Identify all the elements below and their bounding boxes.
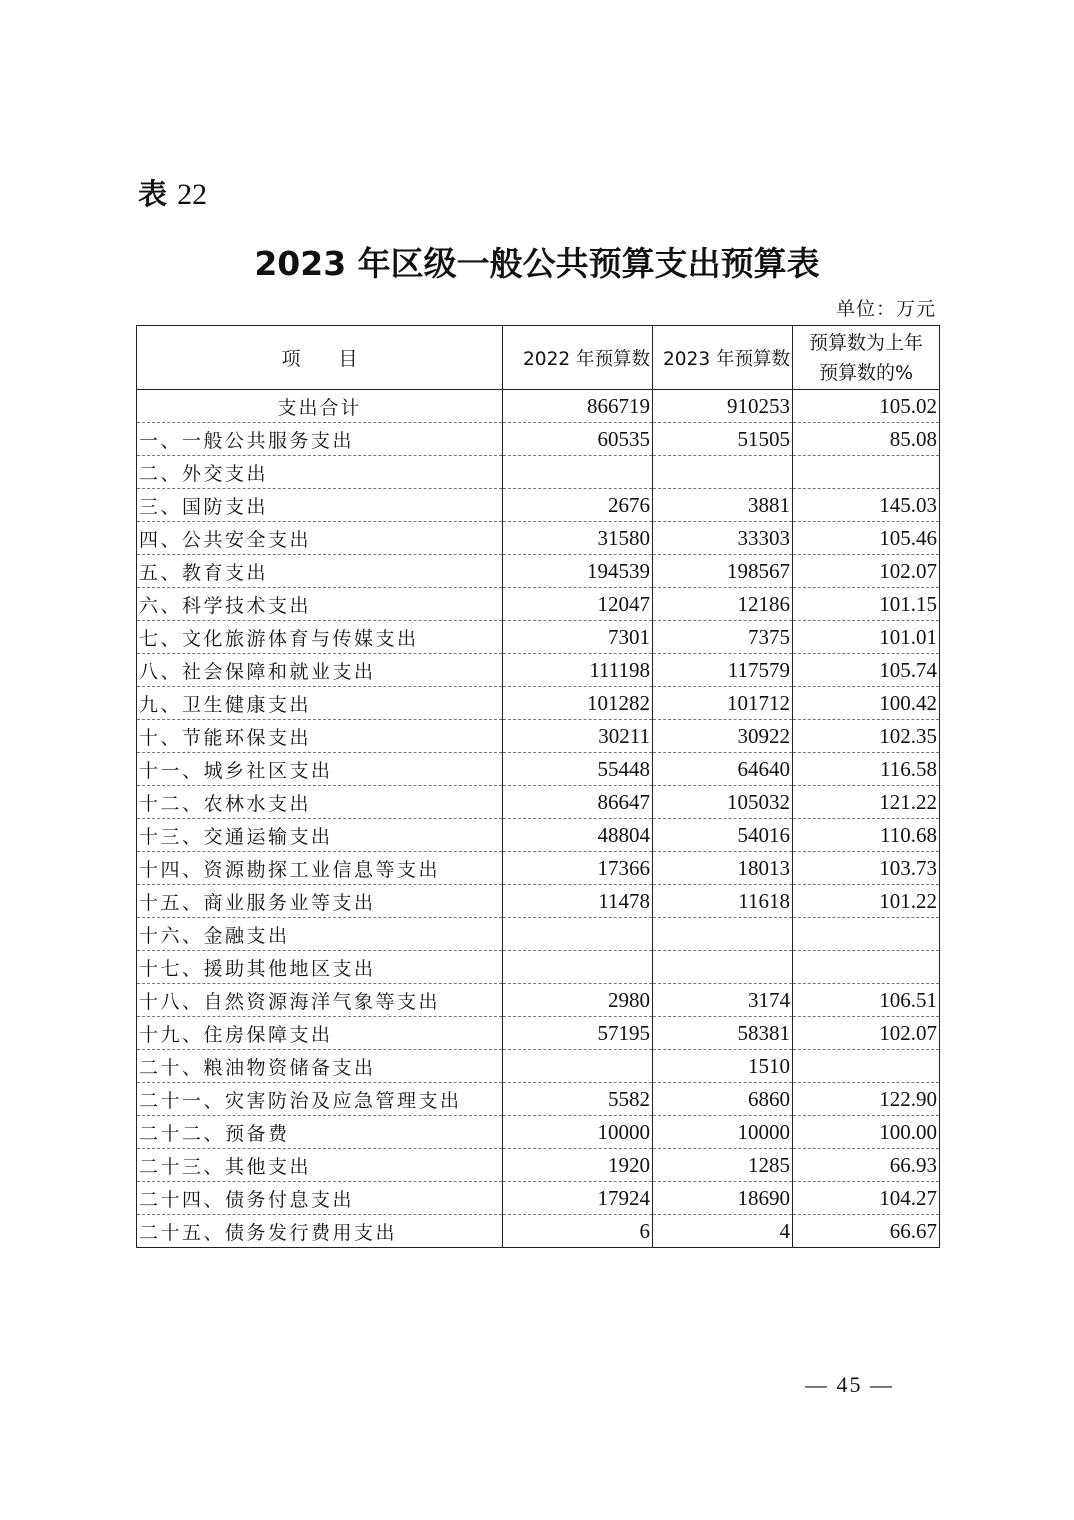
row-budget-2022 <box>503 951 653 984</box>
table-row <box>137 1149 940 1182</box>
row-budget-2022: 86647 <box>503 786 653 819</box>
row-budget-2023: 6860 <box>653 1083 793 1116</box>
row-budget-2023: 4 <box>653 1215 793 1248</box>
row-item: 十四、资源勘探工业信息等支出 <box>137 852 503 885</box>
row-percent: 105.46 <box>793 522 940 555</box>
table-label-number: 22 <box>177 178 208 211</box>
table-row <box>137 720 940 753</box>
row-budget-2023: 51505 <box>653 423 793 456</box>
table-header <box>137 326 940 390</box>
row-item: 八、社会保障和就业支出 <box>137 654 503 687</box>
table-row <box>137 885 940 918</box>
row-budget-2023: 101712 <box>653 687 793 720</box>
row-budget-2023: 10000 <box>653 1116 793 1149</box>
row-percent: 116.58 <box>793 753 940 786</box>
row-budget-2022: 1920 <box>503 1149 653 1182</box>
row-item: 二十一、灾害防治及应急管理支出 <box>137 1083 503 1116</box>
row-budget-2023: 3174 <box>653 984 793 1017</box>
row-budget-2022 <box>503 918 653 951</box>
row-item: 十五、商业服务业等支出 <box>137 885 503 918</box>
header-budget-2022: 2022 年预算数 <box>503 326 653 390</box>
row-budget-2023: 11618 <box>653 885 793 918</box>
table-label <box>138 172 207 213</box>
row-item: 支出合计 <box>137 390 503 423</box>
row-budget-2023: 30922 <box>653 720 793 753</box>
row-budget-2022: 866719 <box>503 390 653 423</box>
table-row <box>137 819 940 852</box>
row-percent: 102.07 <box>793 1017 940 1050</box>
row-budget-2023: 3881 <box>653 489 793 522</box>
row-budget-2022: 2980 <box>503 984 653 1017</box>
row-budget-2023 <box>653 951 793 984</box>
row-budget-2022: 57195 <box>503 1017 653 1050</box>
row-item: 十二、农林水支出 <box>137 786 503 819</box>
row-percent: 101.22 <box>793 885 940 918</box>
row-budget-2022: 6 <box>503 1215 653 1248</box>
row-budget-2023: 1285 <box>653 1149 793 1182</box>
row-item: 一、一般公共服务支出 <box>137 423 503 456</box>
row-budget-2022: 30211 <box>503 720 653 753</box>
table-row <box>137 654 940 687</box>
row-budget-2022: 5582 <box>503 1083 653 1116</box>
row-budget-2023: 33303 <box>653 522 793 555</box>
row-percent: 104.27 <box>793 1182 940 1215</box>
row-budget-2023: 18013 <box>653 852 793 885</box>
row-budget-2022: 7301 <box>503 621 653 654</box>
header-percent-line2: 预算数的% <box>818 361 914 384</box>
row-percent: 101.01 <box>793 621 940 654</box>
page-number: — 45 — <box>805 1372 894 1397</box>
row-percent: 85.08 <box>793 423 940 456</box>
row-budget-2023: 910253 <box>653 390 793 423</box>
row-budget-2022: 55448 <box>503 753 653 786</box>
row-percent: 105.74 <box>793 654 940 687</box>
row-budget-2022: 10000 <box>503 1116 653 1149</box>
table-row <box>137 1083 940 1116</box>
row-item: 二、外交支出 <box>137 456 503 489</box>
row-item: 二十、粮油物资储备支出 <box>137 1050 503 1083</box>
row-budget-2023: 105032 <box>653 786 793 819</box>
table-body <box>137 390 940 1248</box>
row-budget-2023: 117579 <box>653 654 793 687</box>
row-percent <box>793 1050 940 1083</box>
page-title: 2023 年区级一般公共预算支出预算表 <box>254 244 820 283</box>
row-budget-2022 <box>503 456 653 489</box>
row-budget-2022: 111198 <box>503 654 653 687</box>
table-row <box>137 456 940 489</box>
table-row <box>137 555 940 588</box>
unit-label: 单位：万元 <box>835 298 936 320</box>
table-row <box>137 852 940 885</box>
row-item: 七、文化旅游体育与传媒支出 <box>137 621 503 654</box>
row-item: 十八、自然资源海洋气象等支出 <box>137 984 503 1017</box>
row-percent: 100.00 <box>793 1116 940 1149</box>
row-item: 二十四、债务付息支出 <box>137 1182 503 1215</box>
row-budget-2022: 194539 <box>503 555 653 588</box>
table-row <box>137 1182 940 1215</box>
row-item: 九、卫生健康支出 <box>137 687 503 720</box>
table-row <box>137 423 940 456</box>
row-budget-2022: 2676 <box>503 489 653 522</box>
header-budget-2023: 2023 年预算数 <box>653 326 793 390</box>
row-percent: 105.02 <box>793 390 940 423</box>
row-percent: 110.68 <box>793 819 940 852</box>
row-budget-2023: 54016 <box>653 819 793 852</box>
table-row <box>137 984 940 1017</box>
row-item: 二十五、债务发行费用支出 <box>137 1215 503 1248</box>
table-row <box>137 1215 940 1248</box>
row-percent: 101.15 <box>793 588 940 621</box>
row-budget-2022: 48804 <box>503 819 653 852</box>
table-row <box>137 951 940 984</box>
row-percent: 145.03 <box>793 489 940 522</box>
row-percent: 103.73 <box>793 852 940 885</box>
row-item: 十三、交通运输支出 <box>137 819 503 852</box>
row-percent <box>793 951 940 984</box>
row-budget-2022: 101282 <box>503 687 653 720</box>
table-row <box>137 786 940 819</box>
header-percent <box>793 326 940 390</box>
row-item: 十、节能环保支出 <box>137 720 503 753</box>
row-budget-2023: 18690 <box>653 1182 793 1215</box>
row-budget-2022: 31580 <box>503 522 653 555</box>
table-row <box>137 588 940 621</box>
table-row <box>137 753 940 786</box>
row-item: 十七、援助其他地区支出 <box>137 951 503 984</box>
header-percent-line1: 预算数为上年 <box>808 331 923 354</box>
row-budget-2023 <box>653 918 793 951</box>
row-budget-2022: 17366 <box>503 852 653 885</box>
row-budget-2023: 7375 <box>653 621 793 654</box>
table-row <box>137 1116 940 1149</box>
table-row <box>137 522 940 555</box>
header-item: 项 目 <box>137 326 503 390</box>
row-budget-2023: 1510 <box>653 1050 793 1083</box>
budget-table <box>136 325 940 1248</box>
row-budget-2023 <box>653 456 793 489</box>
row-percent: 102.35 <box>793 720 940 753</box>
row-budget-2023: 58381 <box>653 1017 793 1050</box>
row-item: 十一、城乡社区支出 <box>137 753 503 786</box>
row-item: 十九、住房保障支出 <box>137 1017 503 1050</box>
row-percent: 121.22 <box>793 786 940 819</box>
row-item: 四、公共安全支出 <box>137 522 503 555</box>
row-budget-2022 <box>503 1050 653 1083</box>
row-budget-2022: 12047 <box>503 588 653 621</box>
table-row <box>137 390 940 423</box>
row-item: 三、国防支出 <box>137 489 503 522</box>
row-percent: 66.67 <box>793 1215 940 1248</box>
row-budget-2023: 198567 <box>653 555 793 588</box>
row-item: 二十三、其他支出 <box>137 1149 503 1182</box>
row-item: 二十二、预备费 <box>137 1116 503 1149</box>
row-percent <box>793 918 940 951</box>
row-percent: 122.90 <box>793 1083 940 1116</box>
table-row <box>137 687 940 720</box>
row-budget-2022: 17924 <box>503 1182 653 1215</box>
row-percent: 100.42 <box>793 687 940 720</box>
row-budget-2023: 12186 <box>653 588 793 621</box>
table-row <box>137 918 940 951</box>
table-row <box>137 1050 940 1083</box>
row-item: 五、教育支出 <box>137 555 503 588</box>
table-row <box>137 489 940 522</box>
row-budget-2022: 11478 <box>503 885 653 918</box>
row-percent <box>793 456 940 489</box>
row-item: 六、科学技术支出 <box>137 588 503 621</box>
row-percent: 102.07 <box>793 555 940 588</box>
row-percent: 66.93 <box>793 1149 940 1182</box>
row-budget-2023: 64640 <box>653 753 793 786</box>
row-budget-2022: 60535 <box>503 423 653 456</box>
table-row <box>137 621 940 654</box>
row-percent: 106.51 <box>793 984 940 1017</box>
row-item: 十六、金融支出 <box>137 918 503 951</box>
table-row <box>137 1017 940 1050</box>
table-label-prefix: 表 <box>138 177 168 211</box>
